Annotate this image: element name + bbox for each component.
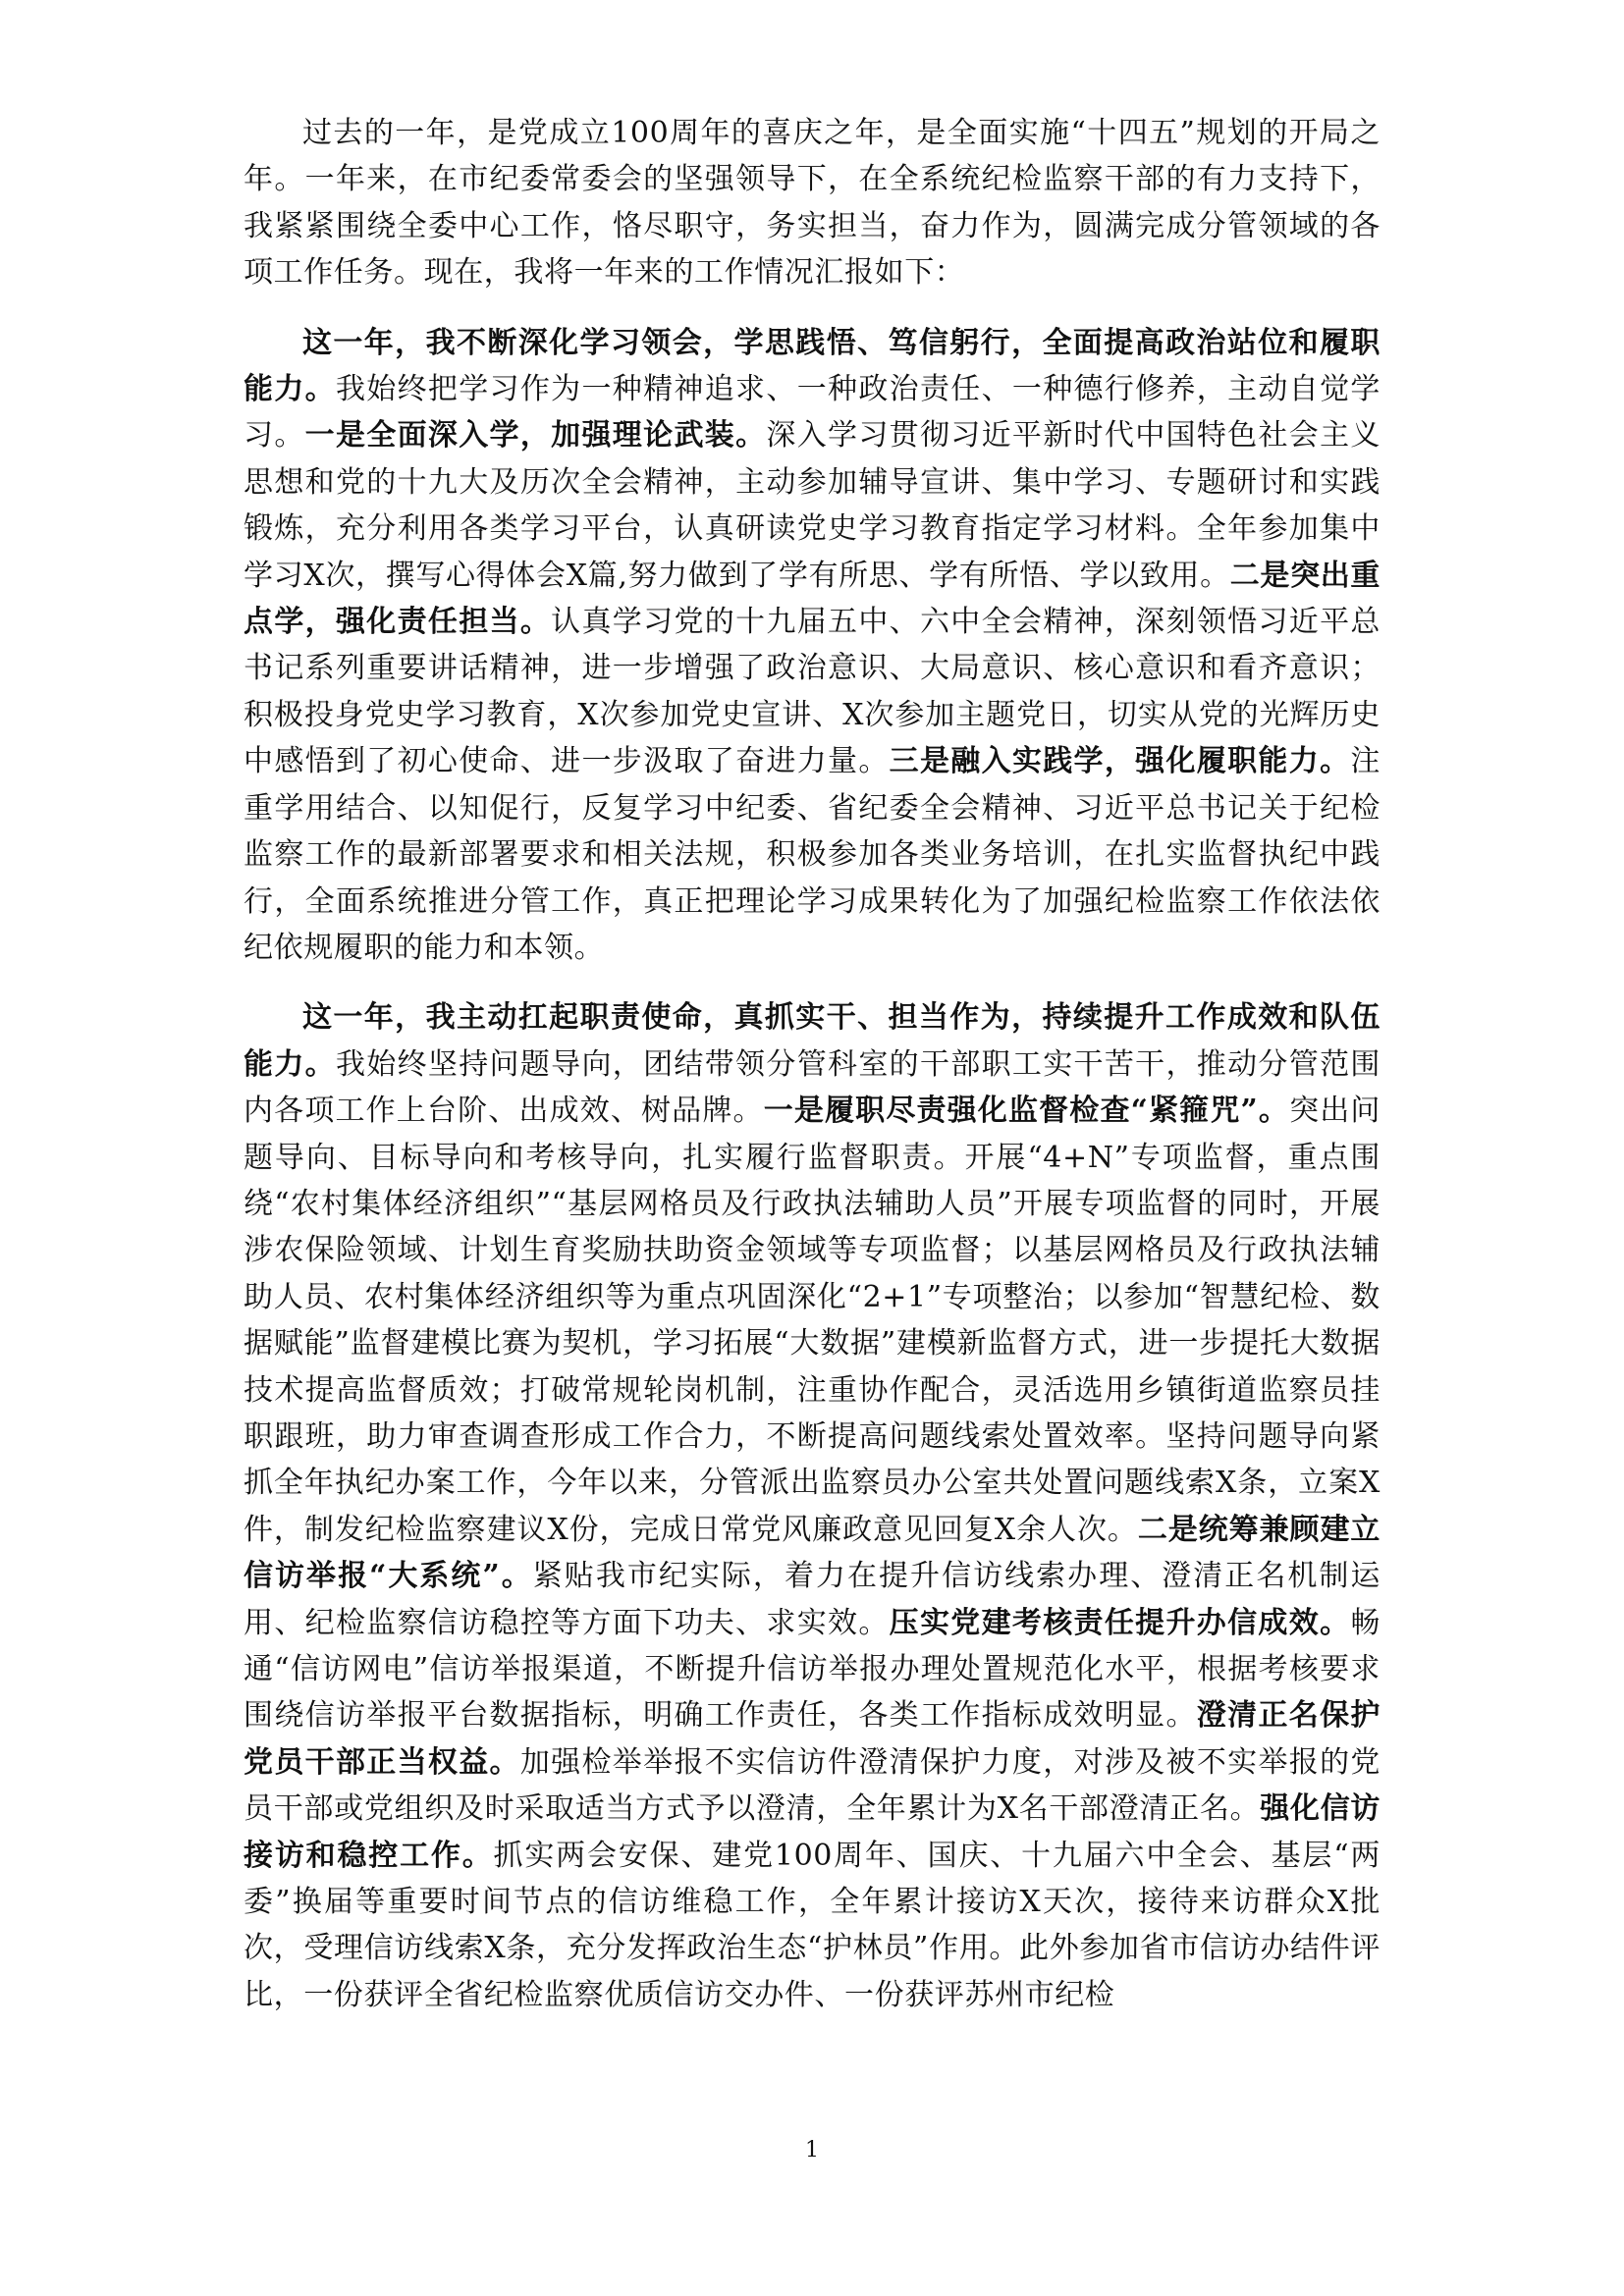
- bold-heading-text: 强化信访接访和稳控工作。: [244, 1791, 1380, 1873]
- bold-heading-text: 一是履职尽责强化监督检查“紧箍咒”。: [763, 1094, 1290, 1129]
- paragraph-text: 过去的一年，是党成立100周年的喜庆之年，是全面实施“十四五”规划的开局之年。一年来，在市纪委常委会的坚强领导下，在全系统纪检监察干部的有力支持下，我紧紧围绕全委中心工作，恪尽职守，务实担当，奋力作为，圆满完成分管领域的各项工作任务。现在，我将一年来的工作情况汇报如下：: [244, 116, 1380, 291]
- bold-heading-text: 这一年，我不断深化学习领会，学思践悟、笃信躬行，全面提高政治站位和履职能力。: [244, 325, 1380, 407]
- body-paragraph: [244, 994, 1380, 2018]
- document-body: [244, 110, 1380, 2042]
- bold-heading-text: 压实党建考核责任提升办信成效。: [889, 1605, 1351, 1640]
- bold-heading-text: 三是融入实践学，强化履职能力。: [889, 744, 1351, 779]
- paragraph-text: 注重学用结合、以知促行，反复学习中纪委、省纪委全会精神、习近平总书记关于纪检监察工作的最新部署要求和相关法规，积极参加各类业务培训，在扎实监督执纪中践行，全面系统推进分管工作，真正把理论学习成果转化为了加强纪检监察工作依法依纪依规履职的能力和本领。: [244, 744, 1380, 965]
- paragraph-text: 深入学习贯彻习近平新时代中国特色社会主义思想和党的十九大及历次全会精神，主动参加辅导宣讲、集中学习、专题研讨和实践锻炼，充分利用各类学习平台，认真研读党史学习教育指定学习材料。全年参加集中学习X次，撰写心得体会X篇,努力做到了学有所思、学有所悟、学以致用。: [244, 418, 1381, 593]
- paragraph-text: 抓实两会安保、建党100周年、国庆、十九届六中全会、基层“两委”换届等重要时间节点的信访维稳工作，全年累计接访X天次，接待来访群众X批次，受理信访线索X条，充分发挥政治生态“护林员”作用。此外参加省市信访办结件评比，一份获评全省纪检监察优质信访交办件、一份获评苏州市纪检: [244, 1838, 1380, 2012]
- bold-heading-text: 一是全面深入学，加强理论武装。: [304, 418, 767, 454]
- paragraph-text: 我始终坚持问题导向，团结带领分管科室的干部职工实干苦干，推动分管范围内各项工作上台阶、出成效、树品牌。: [244, 1046, 1380, 1129]
- body-paragraph: [244, 110, 1380, 296]
- bold-heading-text: 二是统筹兼顾建立信访举报“大系统”。: [244, 1512, 1380, 1594]
- paragraph-text: 加强检举举报不实信访件澄清保护力度，对涉及被不实举报的党员干部或党组织及时采取适当方式予以澄清，全年累计为X名干部澄清正名。: [244, 1744, 1380, 1827]
- paragraph-text: 畅通“信访网电”信访举报渠道，不断提升信访举报办理处置规范化水平，根据考核要求围绕信访举报平台数据指标，明确工作责任，各类工作指标成效明显。: [244, 1605, 1380, 1734]
- bold-heading-text: 这一年，我主动扛起职责使命，真抓实干、担当作为，持续提升工作成效和队伍能力。: [244, 1000, 1380, 1082]
- paragraph-text: 突出问题导向、目标导向和考核导向，扎实履行监督职责。开展“4+N”专项监督，重点围绕“农村集体经济组织”“基层网格员及行政执法辅助人员”开展专项监督的同时，开展涉农保险领域、计划生育奖励扶助资金领域等专项监督；以基层网格员及行政执法辅助人员、农村集体经济组织等为重点巩固深化“2+1”专项整治；以参加“智慧纪检、数据赋能”监督建模比赛为契机，学习拓展“大数据”建模新监督方式，进一步提托大数据技术提高监督质效；打破常规轮岗机制，注重协作配合，灵活选用乡镇街道监察员挂职跟班，助力审查调查形成工作合力，不断提高问题线索处置效率。坚持问题导向紧抓全年执纪办案工作，今年以来，分管派出监察员办公室共处置问题线索X条，立案X件，制发纪检监察建议X份，完成日常党风廉政意见回复X余人次。: [244, 1094, 1380, 1547]
- paragraph-text: 我始终把学习作为一种精神追求、一种政治责任、一种德行修养，主动自觉学习。: [244, 372, 1380, 454]
- paragraph-text: 紧贴我市纪实际，着力在提升信访线索办理、澄清正名机制运用、纪检监察信访稳控等方面下功夫、求实效。: [244, 1559, 1381, 1640]
- bold-heading-text: 二是突出重点学，强化责任担当。: [244, 558, 1380, 640]
- page-number: 1: [805, 2138, 819, 2163]
- paragraph-text: 认真学习党的十九届五中、六中全会精神，深刻领悟习近平总书记系列重要讲话精神，进一步增强了政治意识、大局意识、核心意识和看齐意识；积极投身党史学习教育，X次参加党史宣讲、X次参加主题党日，切实从党的光辉历史中感悟到了初心使命、进一步汲取了奋进力量。: [244, 605, 1381, 779]
- body-paragraph: [244, 320, 1380, 972]
- bold-heading-text: 澄清正名保护党员干部正当权益。: [244, 1698, 1380, 1780]
